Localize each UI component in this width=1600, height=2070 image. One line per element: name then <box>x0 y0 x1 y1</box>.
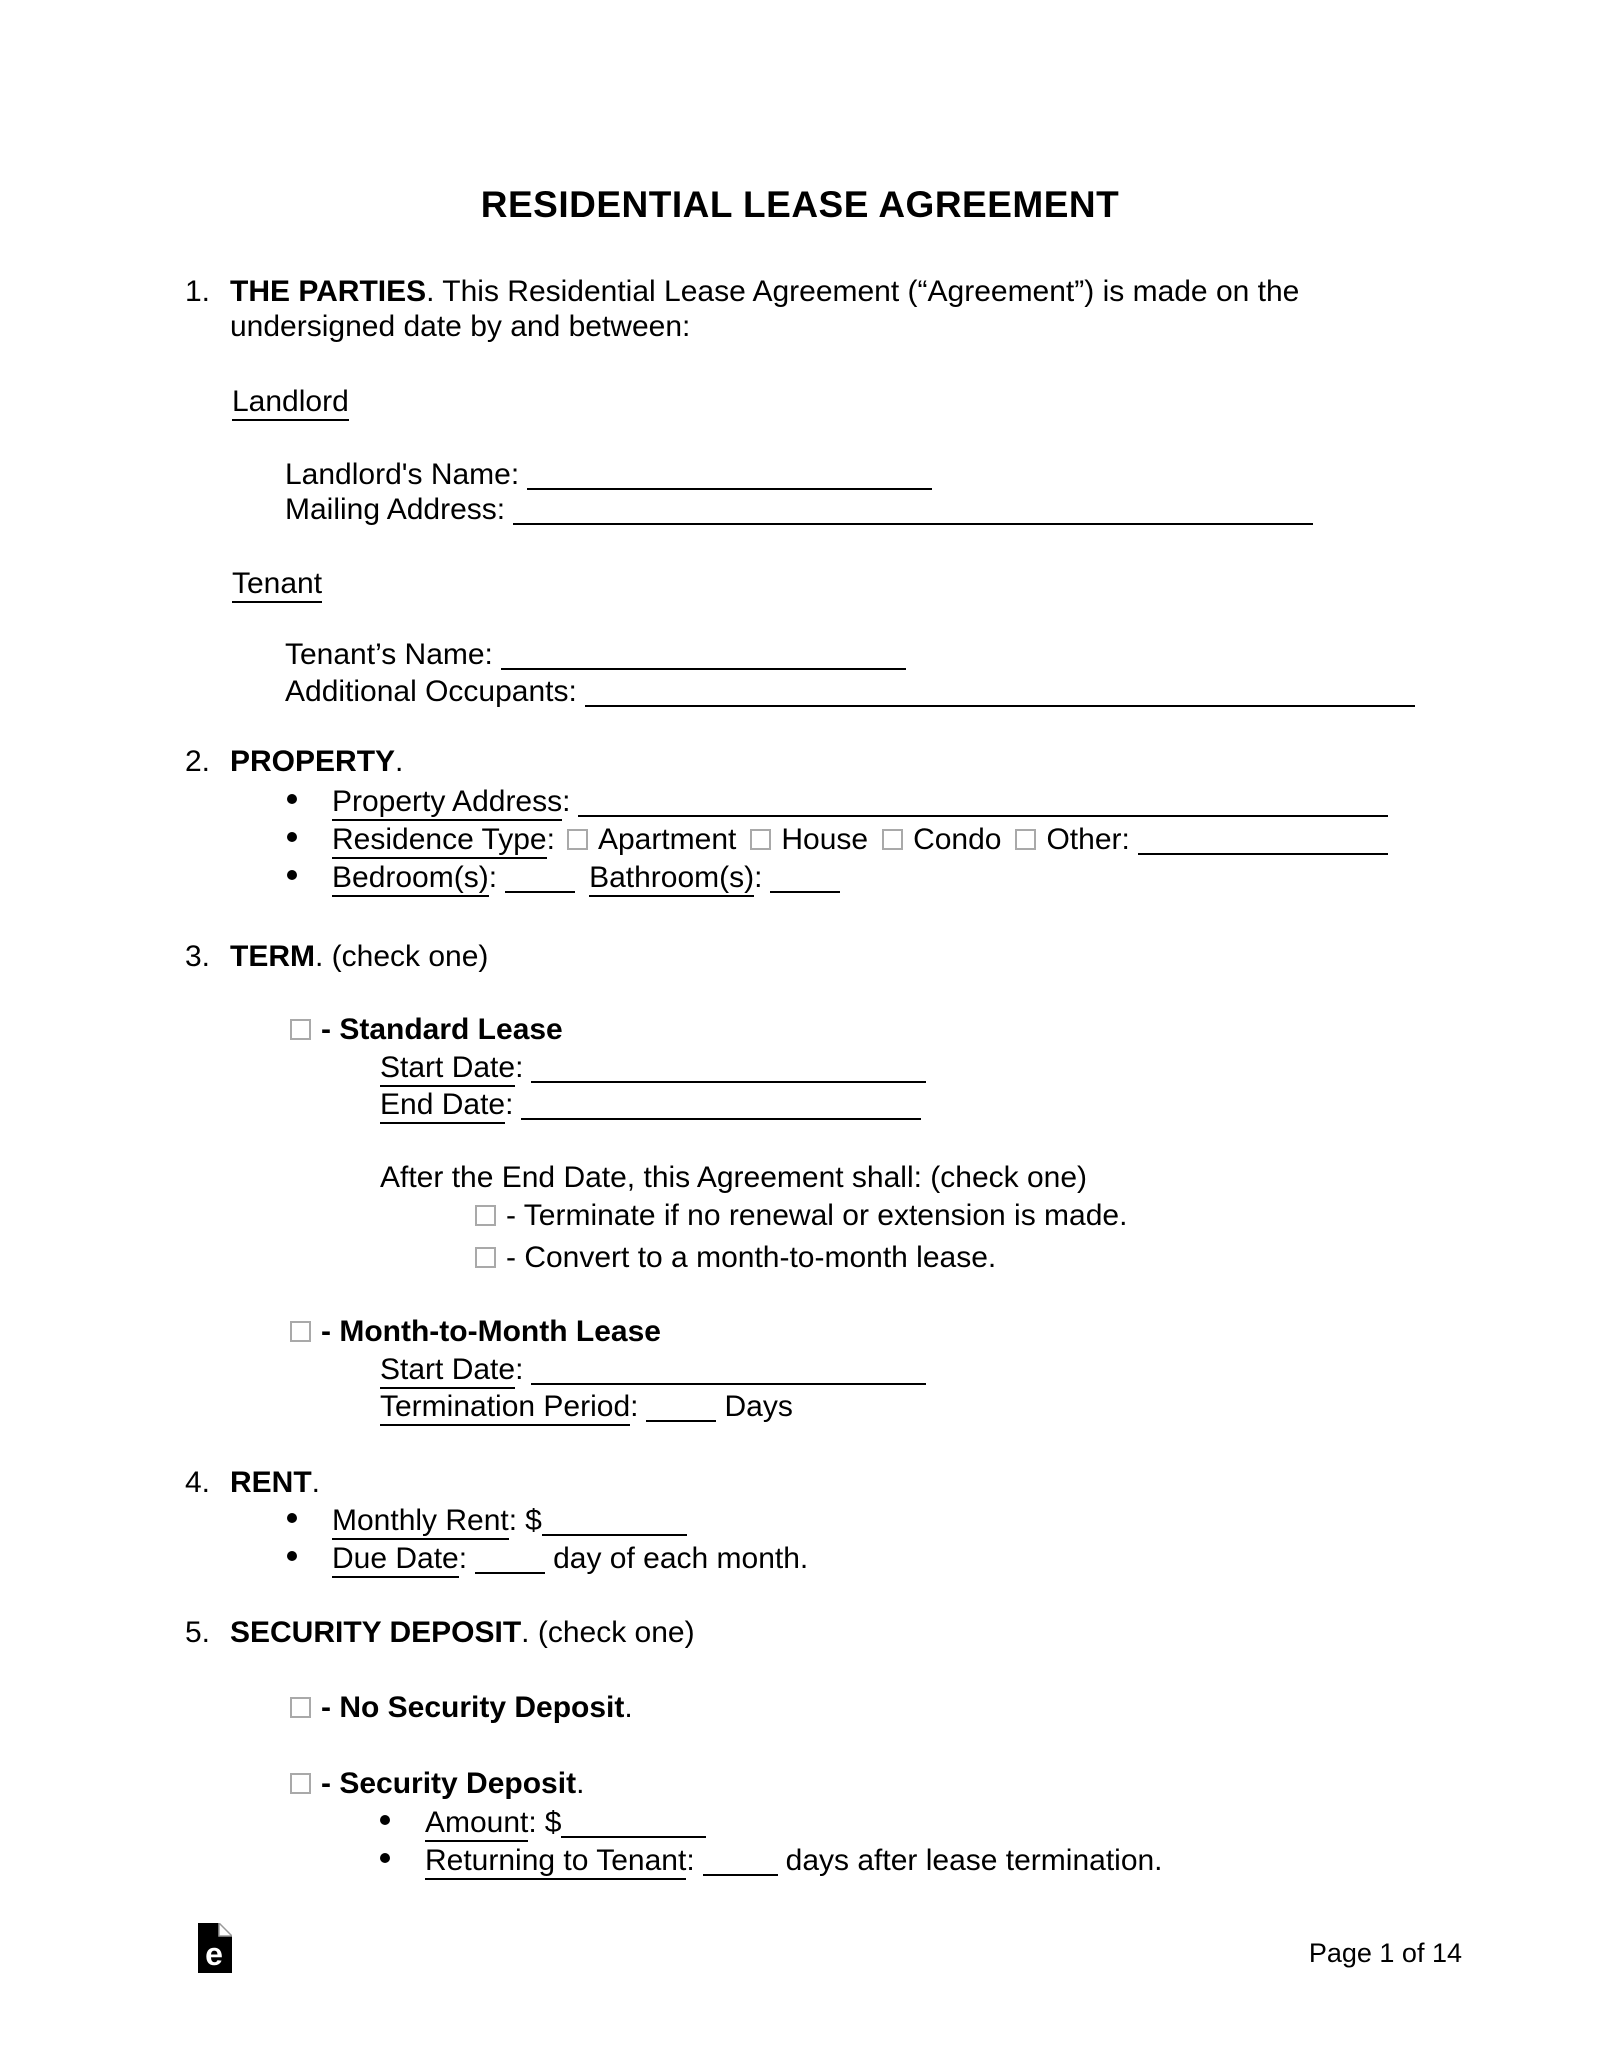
due-date-label: Due Date <box>332 1542 459 1578</box>
other-label: Other: <box>1046 823 1130 856</box>
month-to-month-checkbox[interactable] <box>290 1321 311 1342</box>
mailing-address-field[interactable] <box>513 493 1313 525</box>
colon: : <box>515 1051 524 1084</box>
section-term-title: TERM <box>230 940 315 973</box>
bedrooms-label: Bedroom(s) <box>332 861 489 897</box>
returning-row <box>380 1843 1163 1879</box>
eforms-logo <box>198 1923 232 1973</box>
section-property-heading <box>185 744 403 780</box>
option-condo-label: Condo <box>913 823 1002 856</box>
bathrooms-field[interactable] <box>770 861 840 893</box>
termination-period-field[interactable] <box>646 1390 716 1422</box>
standard-end-date-row <box>380 1087 921 1123</box>
standard-lease-checkbox[interactable] <box>290 1019 311 1040</box>
period: . <box>395 745 404 778</box>
month-to-month-label: - Month-to-Month Lease <box>321 1315 661 1348</box>
m2m-start-date-row <box>380 1352 926 1388</box>
deposit-check-one: . (check one) <box>521 1616 695 1649</box>
bedrooms-field[interactable] <box>505 861 575 893</box>
termination-period-label: Termination Period <box>380 1390 630 1426</box>
end-date-label: End Date <box>380 1088 505 1124</box>
convert-option-row <box>475 1240 996 1276</box>
document-logo-icon <box>198 1923 232 1973</box>
bullet-icon <box>380 1853 390 1863</box>
colon: : <box>686 1844 695 1877</box>
residence-type-row <box>287 822 1388 858</box>
other-checkbox[interactable] <box>1015 829 1036 850</box>
standard-start-date-row <box>380 1050 926 1086</box>
terminate-option-label: - Terminate if no renewal or extension is made. <box>506 1199 1128 1232</box>
dollar-sign: $ <box>544 1806 562 1839</box>
section-deposit-title: SECURITY DEPOSIT <box>230 1616 522 1649</box>
house-checkbox[interactable] <box>750 829 771 850</box>
bullet-icon <box>287 1551 297 1561</box>
days-suffix: Days <box>724 1390 793 1423</box>
mailing-address-label: Mailing Address: <box>285 493 506 526</box>
option-apartment-label: Apartment <box>597 823 737 856</box>
returning-label: Returning to Tenant <box>425 1844 686 1880</box>
residence-type-label: Residence Type <box>332 823 547 859</box>
other-field[interactable] <box>1138 823 1388 855</box>
section-term-heading <box>185 939 488 975</box>
after-end-date-text: After the End Date, this Agreement shall: (check one) <box>380 1161 1088 1194</box>
property-address-field[interactable] <box>578 785 1388 817</box>
colon: : <box>546 823 555 856</box>
tenant-heading-label: Tenant <box>232 567 322 603</box>
convert-option-label: - Convert to a month-to-month lease. <box>506 1241 997 1274</box>
colon: : <box>630 1390 639 1423</box>
tenant-heading <box>232 566 322 602</box>
period: . <box>624 1691 633 1724</box>
amount-label: Amount <box>425 1806 528 1842</box>
page-number: Page 1 of 14 <box>1308 1938 1462 1968</box>
month-to-month-row <box>290 1314 661 1350</box>
returning-suffix: days after lease termination. <box>785 1844 1163 1877</box>
mailing-address-row <box>285 492 1313 528</box>
dollar-sign: $ <box>525 1504 542 1537</box>
section-number: 3. <box>185 940 211 973</box>
standard-lease-row <box>290 1012 563 1048</box>
bullet-icon <box>287 870 297 880</box>
landlord-name-label: Landlord's Name: <box>285 458 520 491</box>
option-house-label: House <box>781 823 869 856</box>
section-number: 2. <box>185 745 211 778</box>
start-date-label: Start Date <box>380 1353 515 1389</box>
bullet-icon <box>287 832 297 842</box>
apartment-checkbox[interactable] <box>567 829 588 850</box>
due-date-suffix: day of each month. <box>553 1542 809 1575</box>
monthly-rent-field[interactable] <box>542 1504 687 1536</box>
start-date-label: Start Date <box>380 1051 515 1087</box>
bathrooms-label: Bathroom(s) <box>589 861 754 897</box>
parties-intro-line2: undersigned date by and between: <box>230 310 691 343</box>
landlord-heading <box>232 384 349 420</box>
section-rent-heading <box>185 1465 320 1501</box>
section-parties-heading <box>185 274 1299 310</box>
no-deposit-checkbox[interactable] <box>290 1697 311 1718</box>
standard-start-date-field[interactable] <box>531 1051 926 1083</box>
tenant-name-label: Tenant’s Name: <box>285 638 493 671</box>
period: . <box>311 1466 321 1499</box>
colon: : <box>488 861 498 894</box>
bullet-icon <box>287 794 297 804</box>
deposit-checkbox[interactable] <box>290 1773 311 1794</box>
colon: : <box>562 785 571 818</box>
colon: : <box>754 861 763 894</box>
landlord-name-field[interactable] <box>527 458 932 490</box>
m2m-start-date-field[interactable] <box>531 1353 926 1385</box>
section-number: 1. <box>185 275 211 308</box>
colon: : <box>505 1088 514 1121</box>
deposit-label: - Security Deposit <box>321 1767 577 1800</box>
terminate-checkbox[interactable] <box>475 1205 496 1226</box>
additional-occupants-label: Additional Occupants: <box>285 675 577 708</box>
bullet-icon <box>287 1513 297 1523</box>
no-deposit-row <box>290 1690 633 1726</box>
due-date-field[interactable] <box>475 1542 545 1574</box>
due-date-row <box>287 1541 808 1577</box>
deposit-row <box>290 1766 584 1802</box>
colon: : <box>528 1806 537 1839</box>
additional-occupants-field[interactable] <box>585 675 1415 707</box>
section-parties-title: THE PARTIES <box>230 275 427 308</box>
monthly-rent-label: Monthly Rent <box>332 1504 509 1540</box>
colon: : <box>515 1353 524 1386</box>
property-address-label: Property Address <box>332 785 562 821</box>
property-address-row <box>287 784 1388 820</box>
period: . <box>576 1767 585 1800</box>
additional-occupants-row <box>285 674 1415 710</box>
convert-checkbox[interactable] <box>475 1247 496 1268</box>
term-check-one: . (check one) <box>315 940 489 973</box>
page-title: RESIDENTIAL LEASE AGREEMENT <box>480 184 1120 225</box>
landlord-name-row <box>285 457 932 493</box>
bullet-icon <box>380 1815 390 1825</box>
colon: : <box>458 1542 468 1575</box>
no-deposit-label: - No Security Deposit <box>321 1691 625 1724</box>
section-number: 5. <box>185 1616 211 1649</box>
parties-intro-text: . This Residential Lease Agreement (“Agreement”) is made on the <box>426 275 1300 308</box>
tenant-name-row <box>285 637 906 673</box>
landlord-heading-label: Landlord <box>232 385 349 421</box>
condo-checkbox[interactable] <box>882 829 903 850</box>
monthly-rent-row <box>287 1503 687 1539</box>
tenant-name-field[interactable] <box>501 638 906 670</box>
section-property-title: PROPERTY <box>230 745 396 778</box>
deposit-amount-row <box>380 1805 706 1841</box>
section-deposit-heading <box>185 1615 695 1651</box>
section-rent-title: RENT <box>230 1466 312 1499</box>
termination-period-row <box>380 1389 793 1425</box>
standard-lease-label: - Standard Lease <box>321 1013 563 1046</box>
bedrooms-bathrooms-row <box>287 860 840 896</box>
section-number: 4. <box>185 1466 211 1499</box>
returning-days-field[interactable] <box>703 1844 778 1876</box>
terminate-option-row <box>475 1198 1127 1234</box>
logo-letter: e <box>205 1936 223 1972</box>
standard-end-date-field[interactable] <box>521 1088 921 1120</box>
deposit-amount-field[interactable] <box>561 1806 706 1838</box>
colon: : <box>508 1504 518 1537</box>
